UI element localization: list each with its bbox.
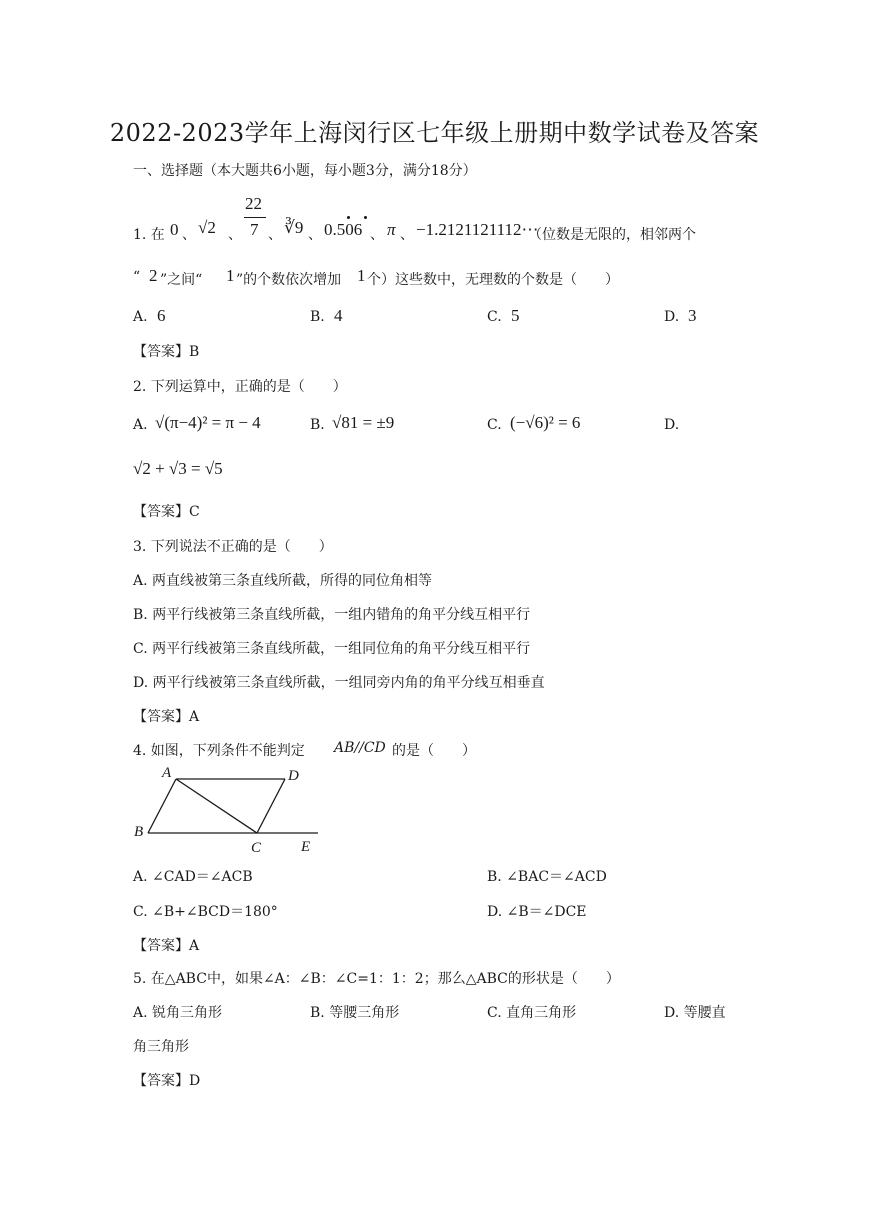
fraction-bar	[244, 217, 266, 218]
q1-frac-den: 7	[250, 220, 259, 239]
q4-option-c: C. ∠B+∠BCD＝180°	[133, 904, 278, 920]
q1-zero: 0	[170, 220, 179, 239]
q4-option-b: B. ∠BAC＝∠ACD	[487, 869, 607, 885]
q2-stem: 2. 下列运算中，正确的是（ ）	[133, 379, 347, 395]
q1-option-b-label: B.	[310, 309, 325, 325]
point-label-c: C	[251, 840, 262, 856]
repeat-dot-icon	[364, 216, 367, 219]
point-label-b: B	[134, 824, 144, 840]
q5-option-a: A. 锐角三角形	[133, 1005, 223, 1021]
q1-digit-1: 1	[226, 266, 235, 285]
q1-sqrt2: √2	[198, 218, 216, 237]
q1-quote-open: “	[133, 269, 141, 285]
q3-answer: 【答案】A	[133, 709, 200, 725]
q5-stem: 5. 在△ABC中，如果∠A：∠B：∠C=1：1：2；那么△ABC的形状是（ ）	[133, 971, 620, 987]
q1-digit-2: 2	[149, 266, 158, 285]
repeat-dot-icon	[347, 216, 350, 219]
q1-sep: 、	[182, 227, 196, 243]
q1-line2-mid: ”之间“	[160, 272, 203, 288]
segment-ac	[176, 779, 257, 833]
q1-sep: 、	[268, 227, 282, 243]
q4-stem-a: 4. 如图，下列条件不能判定	[133, 743, 305, 759]
q2-option-a-expr: √(π−4)² = π − 4	[155, 413, 261, 432]
q1-answer: 【答案】B	[133, 344, 200, 360]
section-heading: 一、选择题（本大题共6小题，每小题3分，满分18分）	[133, 163, 477, 179]
q1-option-d-label: D.	[664, 309, 680, 325]
point-label-e: E	[301, 839, 311, 855]
q2-option-b-expr: √81 = ±9	[332, 413, 395, 432]
q5-option-d-continued: 角三角形	[133, 1039, 189, 1055]
q1-option-a-label: A.	[133, 309, 148, 325]
q1-sep: 、	[308, 227, 322, 243]
q1-repeating-decimal: 0.506	[324, 220, 363, 239]
segment-ab	[148, 779, 176, 833]
q2-answer: 【答案】C	[133, 504, 200, 520]
q1-tail: （位数是无限的，相邻两个	[528, 227, 696, 243]
q3-option-a: A. 两直线被第三条直线所截，所得的同位角相等	[133, 573, 433, 589]
q5-option-c: C. 直角三角形	[487, 1005, 577, 1021]
q2-option-b-label: B.	[310, 417, 325, 433]
q4-stem-b: 的是（ ）	[392, 743, 476, 759]
q1-cbrt: ∛9	[284, 218, 304, 237]
q1-neg-number: −1.2121121112⋯	[416, 220, 539, 239]
q5-option-d: D. 等腰直	[664, 1005, 726, 1021]
q1-option-b-value: 4	[334, 306, 343, 325]
q5-answer: 【答案】D	[133, 1073, 201, 1089]
q1-sep: 、	[370, 227, 384, 243]
q4-option-d: D. ∠B＝∠DCE	[487, 904, 587, 920]
q1-line2-d: 个）这些数中，无理数的个数是（ ）	[367, 272, 619, 288]
q1-option-d-value: 3	[688, 306, 697, 325]
q1-pi: π	[387, 220, 396, 239]
point-label-d: D	[288, 768, 299, 784]
q1-option-c-value: 5	[511, 306, 520, 325]
q4-option-a: A. ∠CAD＝∠ACB	[133, 869, 253, 885]
point-label-a: A	[162, 765, 172, 781]
q2-option-a-label: A.	[133, 417, 148, 433]
q4-stem-math: AB//CD	[334, 740, 386, 756]
q1-frac-num: 22	[245, 194, 262, 213]
q1-sep: 、	[228, 227, 242, 243]
q4-figure	[130, 762, 330, 858]
q2-option-d-label: D.	[664, 417, 680, 433]
q1-line2-c: ”的个数依次增加	[236, 272, 342, 288]
segment-dc	[257, 779, 285, 833]
q1-sep: 、	[400, 227, 414, 243]
q1-option-a-value: 6	[157, 306, 166, 325]
q2-option-c-expr: (−√6)² = 6	[510, 413, 581, 432]
q1-digit-1b: 1	[357, 266, 366, 285]
q4-answer: 【答案】A	[133, 938, 200, 954]
q2-option-c-label: C.	[487, 417, 502, 433]
q1-prefix: 1. 在	[133, 227, 165, 243]
q3-stem: 3. 下列说法不正确的是（ ）	[133, 539, 333, 555]
q5-option-b: B. 等腰三角形	[310, 1005, 400, 1021]
q3-option-c: C. 两平行线被第三条直线所截，一组同位角的角平分线互相平行	[133, 641, 531, 657]
q3-option-b: B. 两平行线被第三条直线所截，一组内错角的角平分线互相平行	[133, 607, 531, 623]
document-title: 2022-2023学年上海闵行区七年级上册期中数学试卷及答案	[109, 119, 760, 147]
q1-option-c-label: C.	[487, 309, 502, 325]
q3-option-d: D. 两平行线被第三条直线所截，一组同旁内角的角平分线互相垂直	[133, 675, 545, 691]
q2-option-d-expr: √2 + √3 = √5	[133, 459, 223, 478]
